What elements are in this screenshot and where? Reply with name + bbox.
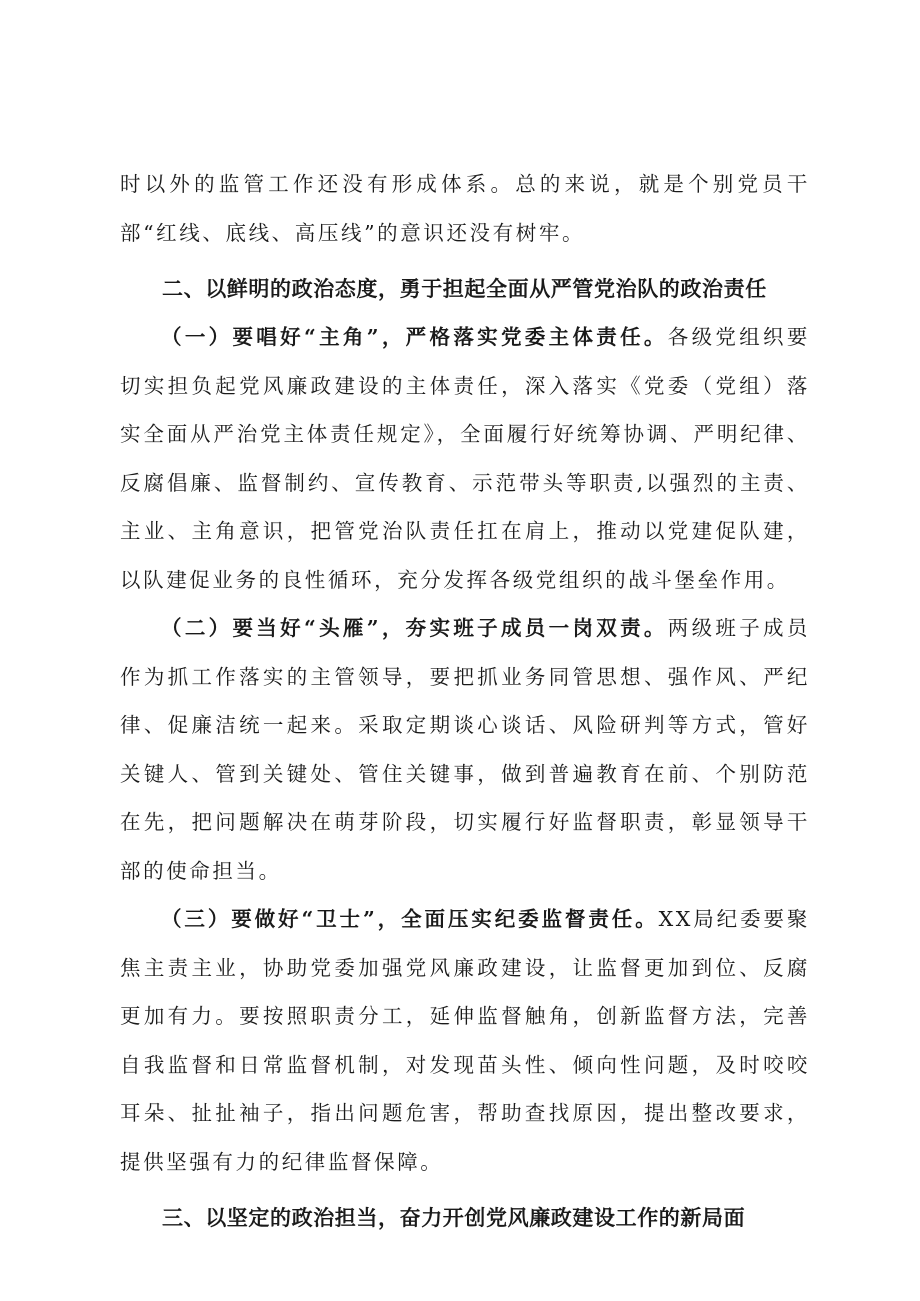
paragraph-party-committee-responsibility (120, 313, 810, 604)
paragraph-text: 各级党组织要切实担负起党风廉政建设的主体责任，深入落实《党委（党组）落实全面从严治党主体责任规定》，全面履行好统筹协调、严明纪律、反腐倡廉、监督制约、宣传教育、示范带头等职责,以强烈的主责、主业、主角意识，把管党治队责任扛在肩上，推动以党建促队建，以队建促业务的良性循环，充分发挥各级党组织的战斗堡垒作用。 (120, 325, 810, 592)
subsection-lead: （三）要做好“卫士”，全面压实纪委监督责任。 (161, 907, 659, 931)
subsection-lead: （一）要唱好“主角”，严格落实党委主体责任。 (161, 325, 668, 349)
section-heading-three: 三、以坚定的政治担当，奋力开创党风廉政建设工作的新局面 (162, 1206, 746, 1230)
subsection-lead: （二）要当好“头雁”，夯实班子成员一岗双责。 (161, 616, 668, 640)
paragraph-text: 两级班子成员作为抓工作落实的主管领导，要把抓业务同管思想、强作风、严纪律、促廉洁统一起来。采取定期谈心谈话、风险研判等方式，管好关键人、管到关键处、管住关键事，做到普遍教育在前、个别防范在先，把问题解决在萌芽阶段，切实履行好监督职责，彰显领导干部的使命担当。 (120, 616, 810, 883)
section-heading-two: 二、以鲜明的政治态度，勇于担起全面从严管党治队的政治责任 (162, 277, 767, 301)
document-body (120, 160, 810, 1242)
paragraph-text: 时以外的监管工作还没有形成体系。总的来说，就是个别党员干部“红线、底线、高压线”的意识还没有树牢。 (120, 172, 810, 245)
paragraph-leadership-responsibility (120, 604, 810, 895)
paragraph-text: XX局纪委要聚焦主责主业，协助党委加强党风廉政建设，让监督更加到位、反腐更加有力。要按照职责分工，延伸监督触角，创新监督方法，完善自我监督和日常监督机制，对发现苗头性、倾向性问题，及时咬咬耳朵、扯扯袖子，指出问题危害，帮助查找原因，提出整改要求，提供坚强有力的纪律监督保障。 (120, 907, 810, 1174)
paragraph-continuation (120, 160, 810, 257)
paragraph-discipline-supervision (120, 895, 810, 1186)
